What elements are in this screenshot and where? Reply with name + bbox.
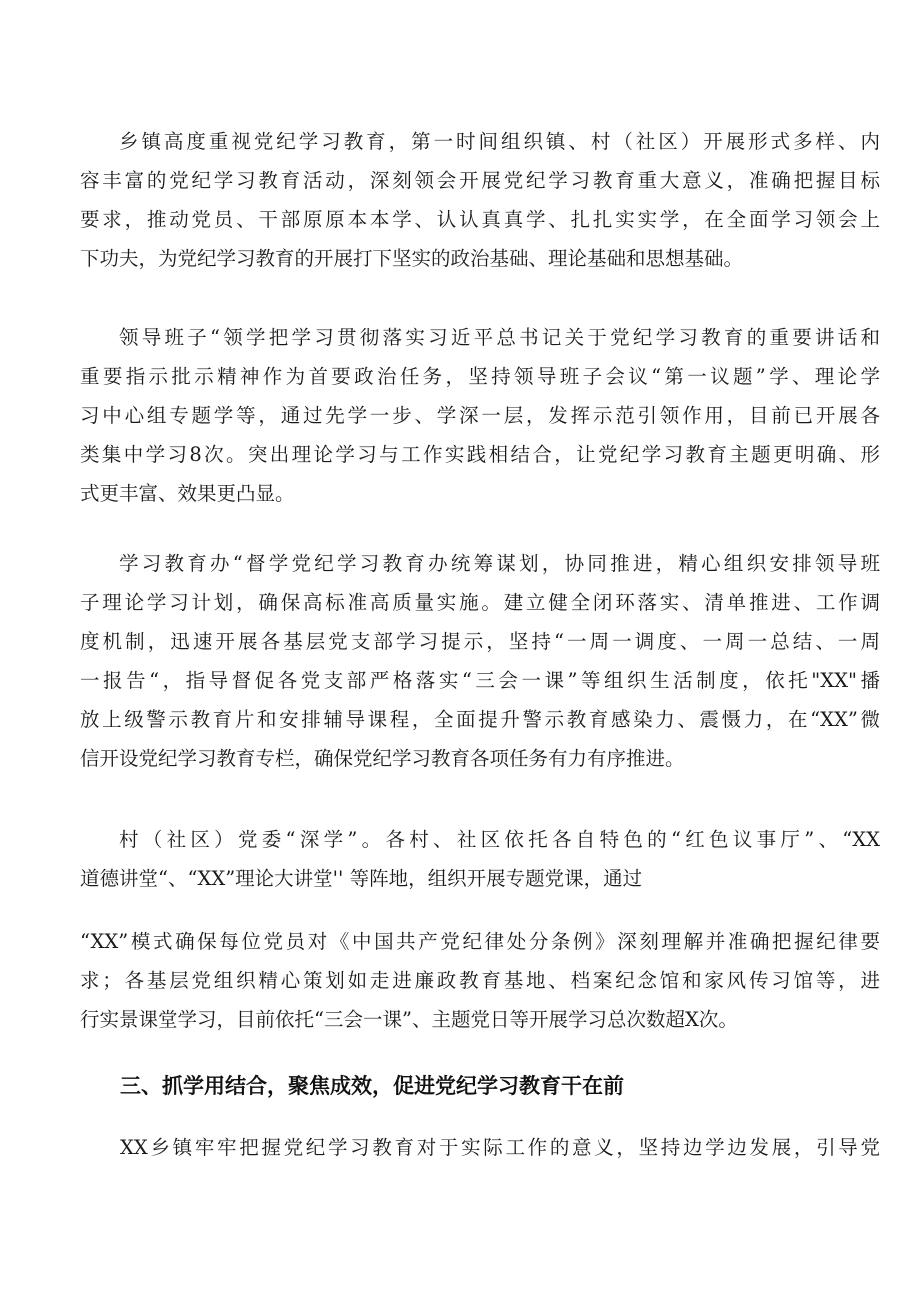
paragraph-2 bbox=[80, 318, 880, 513]
paragraph-5 bbox=[80, 922, 880, 1039]
paragraph-3 bbox=[80, 544, 880, 778]
paragraph-1-line-2: 容丰富的党纪学习教育活动，深刻领会开展党纪学习教育重大意义，准确把握目标 bbox=[80, 169, 880, 192]
paragraph-5-line-2: 求；各基层党组织精心策划如走进廉政教育基地、档案纪念馆和家风传习馆等，进 bbox=[80, 969, 880, 992]
paragraph-3-line-1: 学习教育办“督学党纪学习教育办统筹谋划，协同推进，精心组织安排领导班 bbox=[119, 552, 880, 575]
paragraph-3-line-2: 子理论学习计划，确保高标准高质量实施。建立健全闭环落实、清单推进、工作调 bbox=[80, 591, 880, 614]
paragraph-3-line-5: 放上级警示教育片和安排辅导课程，全面提升警示教育感染力、震慑力，在“XX”微 bbox=[80, 708, 881, 731]
paragraph-6-line-1: XX乡镇牢牢把握党纪学习教育对于实际工作的意义，坚持边学边发展，引导党 bbox=[120, 1136, 880, 1159]
paragraph-2-line-2: 重要指示批示精神作为首要政治任务，坚持领导班子会议“第一议题”学、理论学 bbox=[80, 365, 880, 388]
paragraph-4-line-2: 道德讲堂“、“XX”理论大讲堂'' 等阵地，组织开展专题党课，通过 bbox=[80, 867, 643, 890]
paragraph-4-line-1: 村（社区）党委“深学”。各村、社区依托各自特色的“红色议事厅”、“XX bbox=[119, 828, 880, 851]
paragraph-5-line-3: 行实景课堂学习，目前依托“三会一课”、主题党日等开展学习总次数超X次。 bbox=[80, 1008, 738, 1031]
paragraph-1-line-3: 要求，推动党员、干部原原本本学、认认真真学、扎扎实实学，在全面学习领会上 bbox=[80, 208, 880, 231]
section-heading: 三、抓学用结合，聚焦成效，促进党纪学习教育干在前 bbox=[120, 1074, 624, 1098]
paragraph-2-line-1: 领导班子“领学把学习贯彻落实习近平总书记关于党纪学习教育的重要讲话和 bbox=[119, 326, 880, 349]
paragraph-3-line-3: 度机制，迅速开展各基层党支部学习提示，坚持“一周一调度、一周一总结、一周 bbox=[80, 630, 880, 653]
paragraph-6 bbox=[80, 1128, 880, 1167]
paragraph-4 bbox=[80, 820, 880, 898]
paragraph-3-line-4: 一报告“，指导督促各党支部严格落实“三会一课”等组织生活制度，依托"XX"播 bbox=[80, 669, 880, 692]
paragraph-2-line-4: 类集中学习8次。突出理论学习与工作实践相结合，让党纪学习教育主题更明确、形 bbox=[80, 443, 880, 466]
paragraph-2-line-3: 习中心组专题学等，通过先学一步、学深一层，发挥示范引领作用，目前已开展各 bbox=[80, 404, 880, 427]
paragraph-5-line-1: “XX”模式确保每位党员对《中国共产党纪律处分条例》深刻理解并准确把握纪律要 bbox=[80, 930, 880, 953]
paragraph-1-line-4: 下功夫，为党纪学习教育的开展打下坚实的政治基础、理论基础和思想基础。 bbox=[80, 247, 744, 270]
paragraph-2-line-5: 式更丰富、效果更凸显。 bbox=[80, 482, 295, 505]
paragraph-3-line-6: 信开设党纪学习教育专栏，确保党纪学习教育各项任务有力有序推进。 bbox=[80, 747, 685, 770]
paragraph-1-line-1: 乡镇高度重视党纪学习教育，第一时间组织镇、村（社区）开展形式多样、内 bbox=[119, 130, 880, 153]
paragraph-1 bbox=[80, 122, 880, 278]
